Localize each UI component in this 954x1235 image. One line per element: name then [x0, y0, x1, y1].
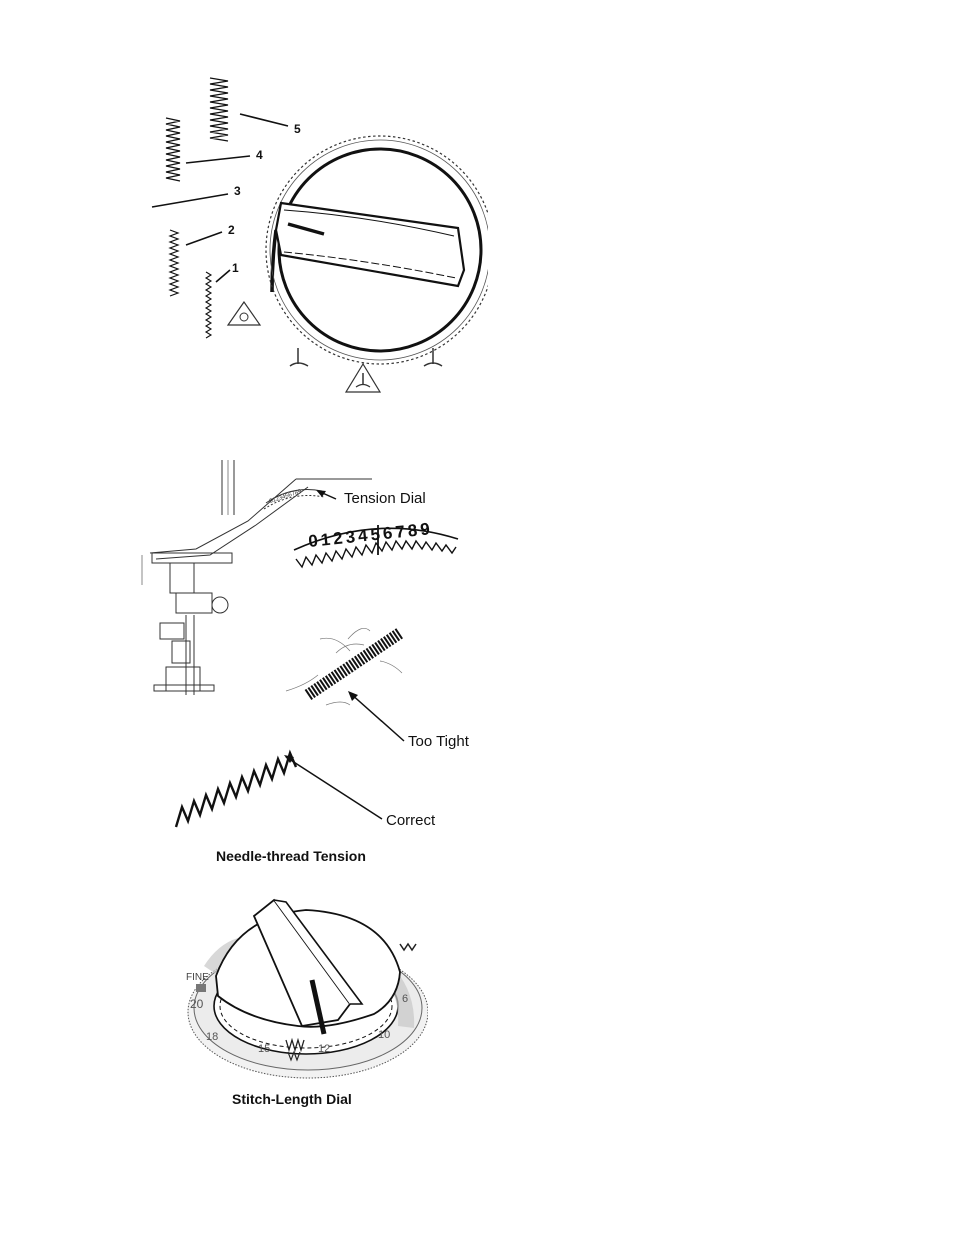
- dial-mark-6: 6: [402, 993, 409, 1005]
- leader-line-1: [216, 270, 230, 282]
- callout-5: 5: [294, 122, 301, 136]
- too-tight-arrow: [350, 693, 404, 741]
- zigzag-sample-1: [206, 272, 211, 338]
- dial-mark-fine: FINE: [186, 972, 209, 983]
- svg-text:0123456789: 0123456789: [268, 488, 303, 505]
- presser-foot-left-icon: [290, 348, 308, 366]
- triangle-marker-bottom-icon: [346, 364, 380, 392]
- stitch-length-marks: [178, 880, 428, 1090]
- too-tight-stitch: [286, 628, 402, 705]
- zigzag-sample-5: [210, 78, 228, 141]
- needle-thread-tension-figure: [136, 455, 496, 875]
- leader-line-5: [240, 114, 288, 126]
- correct-stitch: [176, 753, 296, 827]
- correct-label: Correct: [386, 812, 436, 829]
- tension-dial-numbers: 0123456789: [307, 519, 431, 552]
- presser-foot-right-icon: [424, 348, 442, 366]
- stitch-length-caption: Stitch-Length Dial: [232, 1091, 352, 1107]
- leader-line-2: [186, 232, 222, 245]
- stitch-width-illustration: [148, 70, 488, 400]
- callout-2: 2: [228, 223, 235, 237]
- callout-1: 1: [232, 261, 239, 275]
- tension-dial-knurl: [296, 541, 456, 567]
- dial-mark-18: 18: [206, 1031, 219, 1043]
- too-tight-label: Too Tight: [408, 733, 469, 750]
- callout-4: 4: [256, 148, 263, 162]
- leader-line-4: [186, 156, 250, 163]
- dial-mark-20: 20: [190, 997, 204, 1011]
- zigzag-sample-4: [166, 118, 180, 181]
- tension-dial-label: Tension Dial: [344, 490, 426, 507]
- dial-mark-10: 10: [378, 1029, 391, 1041]
- dial-mark-12: 12: [318, 1043, 331, 1055]
- needle-thread-tension-caption: Needle-thread Tension: [216, 848, 366, 864]
- stitch-length-figure: [178, 880, 428, 1090]
- callout-3: 3: [234, 184, 241, 198]
- dial-mark-15: 15: [258, 1043, 271, 1055]
- correct-arrow: [286, 757, 382, 819]
- tension-illustration: [136, 455, 496, 875]
- machine-head-outline: [142, 460, 372, 695]
- zigzag-sample-2: [170, 230, 178, 296]
- stitch-width-figure: [148, 70, 488, 400]
- leader-line-3: [152, 194, 228, 207]
- straight-stitch-sample: [272, 230, 276, 292]
